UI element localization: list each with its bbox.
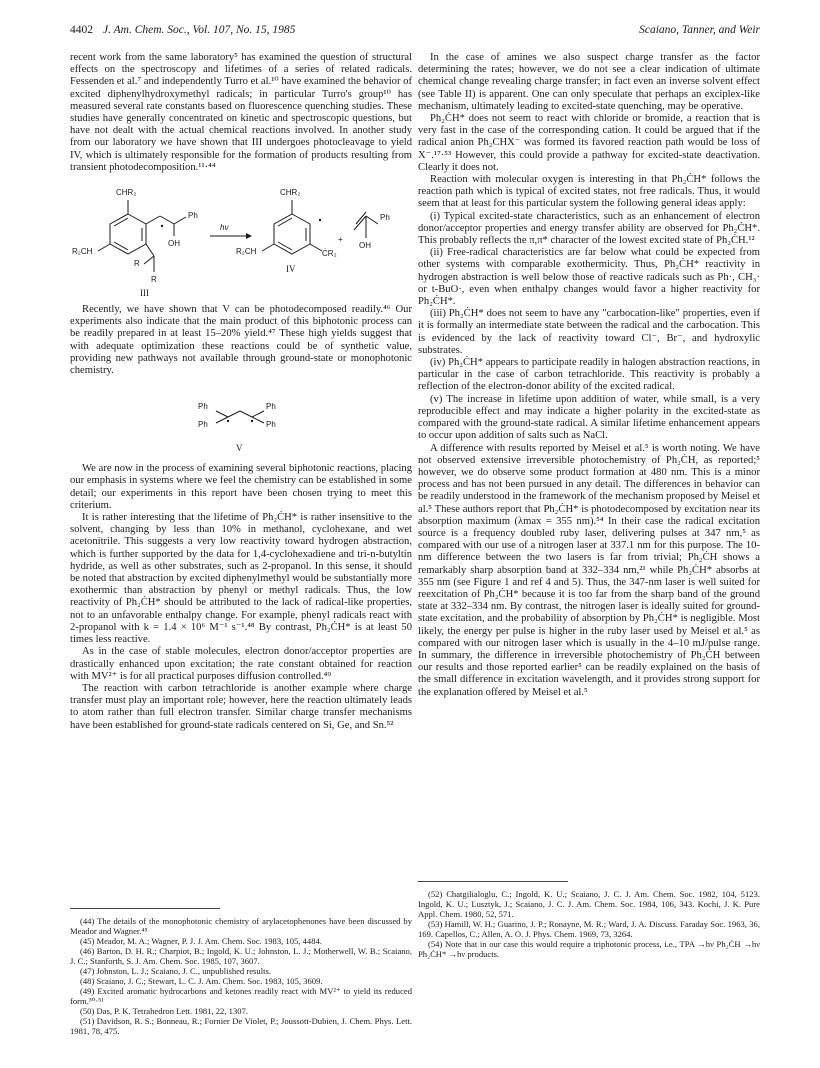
left-paragraph-1: recent work from the same laboratory⁵ has examined the question of structural effects on the spectroscopy and lifetimes of a series of related radicals. Fessenden et al.⁷ and independently Turro et al.¹⁰ have examined the behavior of excited diphenylhydroxymethyl radicals; in particular Turro's group¹⁰ has measured several rate constants based on fluorescence quenching studies. These studies have generally concentrated on kinetic and spectroscopic questions, but have not dealt with the actual chemical reactions involved. In another study from our laboratory we have shown that III undergoes photocleavage to yield IV, which is ultimately responsible for the formation of products resulting from transient photodecomposition.¹¹·⁴⁴ — [70, 52, 412, 173]
left-column — [70, 52, 412, 732]
right-paragraph-4: (i) Typical excited-state characteristics, such as an enhancement of electron donor/acceptor properties and energy transfer ability are observed for Ph₂ĊH*. This probably reflects the π,π* character of the lowest excited state of Ph₂ĊH.¹² — [418, 210, 760, 247]
running-header — [70, 24, 760, 40]
ring-iii — [110, 214, 146, 254]
compound-label-iv: IV — [286, 264, 296, 275]
ring-iv — [274, 214, 310, 254]
header-left — [70, 24, 295, 36]
oh-label-iii: OH — [168, 239, 180, 249]
right-paragraph-5: (ii) Free-radical characteristics are far below what could be expected from other systems with comparable exothermicity. Thus, Ph₂ĊH* reactivity in hydrogen abstraction is well below those of reactive radicals such as Ph·, CH₃· or t-BuO·, even when enthalpy changes would favor a higher reactivity for Ph₂ĊH*. — [418, 247, 760, 308]
ph-label-v-1: Ph — [198, 402, 208, 412]
cr2-label-iv: ĊR₂ — [322, 249, 337, 259]
footnote-44: (44) The details of the monophotonic chemistry of arylacetophenones have been discussed by Meador and Wagner.⁴⁵ — [70, 916, 412, 936]
oh-label-product: OH — [359, 241, 371, 251]
footnote-53: (53) Hamill, W. H.; Guarino, J. P.; Ronayne, M. R.; Ward, J. A. Discuss. Faraday Soc. 1963, 36, 169. Capellos, C.; Allen, A. O. J. Phys. Chem. 1969, 73, 3264. — [418, 919, 760, 939]
r2ch-label-iii: R₂CH — [72, 247, 93, 257]
footnotes-right — [418, 889, 760, 959]
left-paragraph-5: As in the case of stable molecules, electron donor/acceptor properties are drastically enhanced upon excitation; the rate constant obtained for reaction with MV²⁺ is for all practical purposes diffusion controlled.⁴⁹ — [70, 646, 412, 682]
scheme-iii-to-iv-drawing — [70, 180, 412, 298]
r2ch-label-iv: R₂CH — [236, 247, 257, 257]
right-paragraph-6: (iii) Ph₂ĊH* does not seem to have any "carbocation-like" properties, even if it is formally an intermediate state between the radical and the carbocation. This is evidenced by the lack of reactivity toward Cl⁻, Br⁻, and hydroxylic substrates. — [418, 308, 760, 356]
right-paragraph-7: (iv) Ph₂ĊH* appears to participate readily in halogen abstraction reactions, in particular in the case of carbon tetrachloride. This reactivity is probably a reflection of the electron-donor ability of the excited radical. — [418, 357, 760, 393]
footnote-51: (51) Davidson, R. S.; Bonneau, R.; Fornier De Violet, P.; Joussott-Dubien, J. Chem. Phys. Lett. 1981, 78, 475. — [70, 1016, 412, 1036]
left-paragraph-4: It is rather interesting that the lifetime of Ph₂ĊH* is rather insensitive to the solvent, changing by less than 10% in methanol, cyclohexane, and wet acetonitrile. This suggests a very low reactivity toward hydrogen abstraction, which is further supported by the data for 1,4-cyclohexadiene and tri-n-butyltin hydride, as well as other substrates, such as 2-propanol. In this sense, it should be noted that abstraction by excited diphenylmethyl would be substantially more exothermic than abstraction by phenyl or methyl radicals. Thus, the low reactivity of Ph₂ĊH* should be attributed to the lack of radical-like properties, not to an unfavorable enthalpy change. For example, phenyl radicals react with 2-propanol with k = 1.4 × 10⁶ M⁻¹ s⁻¹.⁴⁸ By contrast, Ph₂ĊH* is at least 50 times less reactive. — [70, 512, 412, 646]
right-paragraph-2: Ph₂ĊH* does not seem to react with chloride or bromide, a reaction that is very fast in the case of the corresponding cation. It could be argued that if the radical anion Ph₂CHX⁻ was formed its favored reaction path would be loss of X⁻.¹⁷·⁵³ However, this could provide a pathway for excited-state deactivation. Clearly it does not. — [418, 113, 760, 173]
r-label-iii-2: R — [151, 275, 157, 285]
footnote-45: (45) Meador, M. A.; Wagner, P. J. J. Am. Chem. Soc. 1983, 105, 4484. — [80, 936, 322, 946]
ph-label-v-4: Ph — [266, 420, 276, 430]
chr2-label-iv: CHR₂ — [280, 188, 301, 198]
left-paragraph-3: We are now in the process of examining several biphotonic reactions, placing our emphasis in systems where we feel the chemistry can be established in some detail; our experiments in this report have been chosen trying to meet this criterium. — [70, 463, 412, 511]
right-paragraph-1: In the case of amines we also suspect charge transfer as the factor determining the rates; however, we do not see a clear indication of ultimate chemical change revealing charge transfer; in fact even an inverse solvent effect (see Table II) is apparent. One can only speculate that perhaps an exciplex-like mechanism, ultimately leading to excited-state quenching, may be operative. — [418, 52, 760, 112]
journal-citation: J. Am. Chem. Soc., Vol. 107, No. 15, 1985 — [103, 24, 296, 36]
compound-label-v: V — [236, 443, 243, 454]
footnote-52: (52) Chatgilialoglu, C.; Ingold, K. U.; Scaiano, J. C. J. Am. Chem. Soc. 1982, 104, 5123. Ingold, K. U.; Lusztyk, J.; Scaiano, J. C. J. Am. Chem. Soc. 1984, 106, 343. Kochi, J. K. Pure Appl. Chem. 1980, 52, 571. — [418, 889, 760, 919]
left-paragraph-2: Recently, we have shown that V can be photodecomposed readily.⁴⁶ Our experiments also indicate that the main product of this biphotonic process can be readily prepared in at least 15–20% yield.⁴⁷ These high yields suggest that with adequate optimization these reactions could be of synthetic value, providing new pathways not available through ground-state or monophotonic chemistry. — [70, 304, 412, 377]
left-paragraph-6: The reaction with carbon tetrachloride is another example where charge transfer must play an important role; however, here the reaction ultimately leads to atom rather than full electron transfer. Similar charge transfer mechanisms have been established for ground-state radicals centered on Si, Ge, and Sn.⁵² — [70, 682, 412, 731]
arrow-label-hv: hν — [220, 223, 229, 233]
footnote-rule-left — [70, 908, 220, 909]
ph-label-v-2: Ph — [198, 420, 208, 430]
r-label-iii-1: R — [134, 259, 140, 269]
page-number: 4402 — [70, 24, 93, 36]
footnote-54: (54) Note that in our case this would require a triphotonic process, i.e., TPA →hν Ph₂ĊH →hν Ph₂ĊH* →hν products. — [418, 939, 760, 959]
footnote-47: (47) Johnston, L. J.; Scaiano, J. C., unpublished results. — [80, 966, 271, 976]
scheme-iii-to-iv — [70, 180, 412, 298]
footnotes-left — [70, 916, 412, 1036]
chr2-label-iii: CHR₂ — [116, 188, 137, 198]
scheme-v — [70, 383, 412, 457]
footnote-48: (48) Scaiano, J. C.; Stewart, L. C. J. Am. Chem. Soc. 1983, 105, 3609. — [80, 976, 323, 986]
header-authors: Scaiano, Tanner, and Weir — [639, 24, 760, 36]
ph-label-v-3: Ph — [266, 402, 276, 412]
compound-label-iii: III — [140, 288, 149, 299]
plus-sign: + — [338, 235, 343, 245]
footnote-49: (49) Excited aromatic hydrocarbons and ketones readily react with MV²⁺ to yield its reduced form.⁵⁰·⁵¹ — [70, 986, 412, 1006]
ph-label-product: Ph — [380, 213, 390, 223]
right-paragraph-3: Reaction with molecular oxygen is interesting in that Ph₂ĊH* follows the reaction path which is typical of excited states, not free radicals. Thus, it would seem that at least for this particular system the following general ideas apply: — [418, 174, 760, 210]
scheme-v-drawing — [70, 383, 412, 457]
footnote-rule-right — [418, 881, 568, 882]
ph-label-iii: Ph — [188, 211, 198, 221]
right-paragraph-9: A difference with results reported by Meisel et al.⁵ is worth noting. We have not observed extensive irreversible photochemistry of Ph₂ĊH, as reported;⁵ however, we do observe some product formation at 480 nm. This is a minor process and has not been pursued in any detail. The differences in behavior can be readily understood in the framework of the mechanism proposed by Meisel et al.⁵ These authors report that Ph₂ĊH* is photodecomposed by excitation near its absorption maximum (λmax = 355 nm).⁵⁴ In their case the radical excitation source is a frequency doubled ruby laser, delivering pulses at 347 nm,⁵ as compared with our use of a nitrogen laser at 337.1 nm for this purpose. The 10-nm difference between the two lasers is far from trivial; Ph₂ĊH shows a remarkably sharp absorption band at 332–334 nm,²¹ while Ph₂ĊH* absorbs at 355 nm (see Figure 1 and ref 4 and 5). Thus, the 347-nm laser is well suited for reexcitation of Ph₂ĊH* because it is too far from the sharp band of the ground state at 332–334 nm. By contrast, the nitrogen laser is ideally suited for ground-state excitation, and the probability of absorption by Ph₂ĊH* is negligible. Most likely, the energy per pulse is higher in the ruby laser used by Meisel et al.⁵ as compared with our nitrogen laser which is usually in the 4–10 mJ/pulse range. In summary, the difference in irreversible photochemistry of Ph₂ĊH between our results and those reported earlier⁵ can be readily explained on the basis of the small difference in excitation wavelength, and it provides strong support for the explanation offered by Meisel et al.⁵ — [418, 442, 760, 698]
right-column — [418, 52, 760, 699]
footnote-50: (50) Das, P. K. Tetrahedron Lett. 1981, 22, 1307. — [80, 1006, 248, 1016]
footnote-46: (46) Barton, D. H. R.; Charpiot, B.; Ingold, K. U.; Johnston, L. J.; Motherwell, W. B.; Scaiano, J. C.; Stanforth, S. J. Am. Chem. Soc. 1985, 107, 3607. — [70, 946, 412, 966]
right-paragraph-8: (v) The increase in lifetime upon addition of water, while small, is a very reproducible effect and may indicate a higher polarity in the excited-state as compared with the ground-state radical. A similar lifetime enhancement appears to occur upon addition of salts such as NaCl. — [418, 393, 760, 442]
